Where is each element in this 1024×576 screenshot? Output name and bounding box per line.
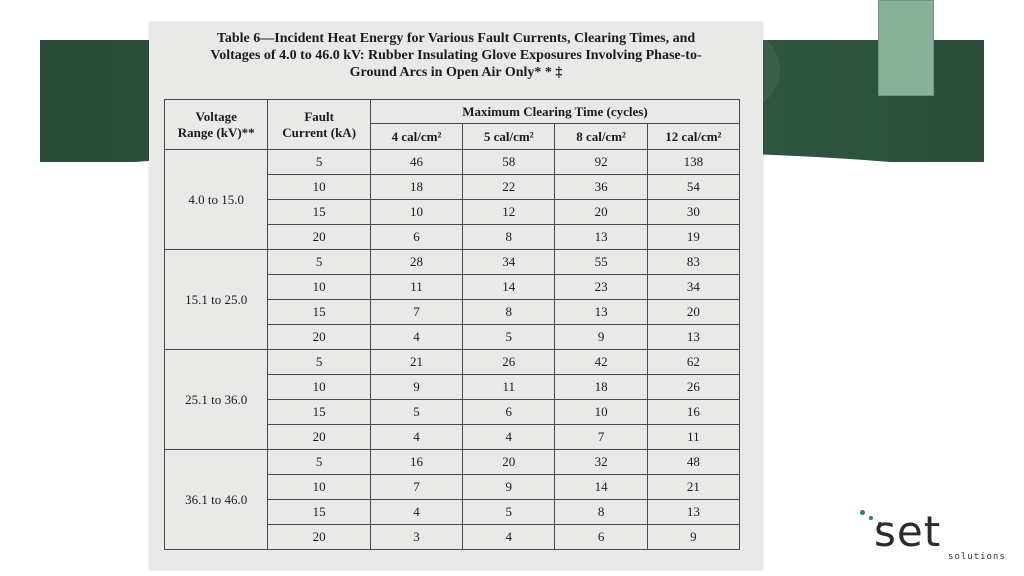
table-title-line: Voltages of 4.0 to 46.0 kV: Rubber Insulating Glove Exposures Involving Phase-to- [210, 48, 702, 63]
heat-value-cell: 9 [370, 375, 462, 400]
heat-value-cell: 58 [463, 150, 555, 175]
heat-value-cell: 13 [555, 300, 647, 325]
heat-value-cell: 28 [370, 250, 462, 275]
voltage-range-cell: 4.0 to 15.0 [165, 150, 268, 250]
heat-value-cell: 4 [463, 425, 555, 450]
logo-dot [860, 510, 865, 515]
heat-value-cell: 6 [463, 400, 555, 425]
fault-current-cell: 20 [268, 525, 370, 550]
heat-value-cell: 5 [370, 400, 462, 425]
header-fault-current [268, 100, 370, 150]
table-row [165, 450, 740, 475]
header-voltage-line1: Voltage [195, 108, 237, 124]
heat-value-cell: 9 [647, 525, 739, 550]
voltage-range-cell: 15.1 to 25.0 [165, 250, 268, 350]
heat-value-cell: 7 [370, 300, 462, 325]
heat-value-cell: 20 [555, 200, 647, 225]
heat-value-cell: 21 [647, 475, 739, 500]
heat-value-cell: 30 [647, 200, 739, 225]
fault-current-cell: 5 [268, 350, 370, 375]
heat-value-cell: 62 [647, 350, 739, 375]
heat-value-cell: 8 [463, 225, 555, 250]
heat-value-cell: 22 [463, 175, 555, 200]
heat-value-cell: 14 [555, 475, 647, 500]
fault-current-cell: 5 [268, 150, 370, 175]
heat-value-cell: 4 [463, 525, 555, 550]
heat-value-cell: 4 [370, 325, 462, 350]
heat-value-cell: 32 [555, 450, 647, 475]
table-row [165, 250, 740, 275]
heat-value-cell: 4 [370, 425, 462, 450]
heat-value-cell: 34 [463, 250, 555, 275]
heat-value-cell: 46 [370, 150, 462, 175]
header-col-8cal: 8 cal/cm² [555, 124, 647, 150]
heat-value-cell: 11 [463, 375, 555, 400]
table-body [165, 150, 740, 550]
heat-value-cell: 42 [555, 350, 647, 375]
header-col-4cal: 4 cal/cm² [370, 124, 462, 150]
heat-value-cell: 55 [555, 250, 647, 275]
document-image [149, 22, 763, 570]
voltage-range-cell: 36.1 to 46.0 [165, 450, 268, 550]
heat-value-cell: 11 [647, 425, 739, 450]
table-title-line: Ground Arcs in Open Air Only* * ‡ [349, 65, 563, 80]
heat-value-cell: 8 [555, 500, 647, 525]
fault-current-cell: 5 [268, 450, 370, 475]
heat-value-cell: 20 [463, 450, 555, 475]
table-title-line: Table 6—Incident Heat Energy for Various Fault Currents, Clearing Times, and [216, 31, 696, 46]
heat-value-cell: 13 [647, 325, 739, 350]
header-fault-line2: Current (kA) [282, 124, 357, 140]
heat-value-cell: 11 [370, 275, 462, 300]
fault-current-cell: 20 [268, 425, 370, 450]
incident-heat-table [164, 99, 740, 550]
heat-value-cell: 26 [647, 375, 739, 400]
header-voltage-line2: Range (kV)** [177, 124, 255, 140]
heat-value-cell: 20 [647, 300, 739, 325]
heat-value-cell: 19 [647, 225, 739, 250]
heat-value-cell: 12 [463, 200, 555, 225]
table-row [165, 150, 740, 175]
heat-value-cell: 6 [555, 525, 647, 550]
heat-value-cell: 13 [555, 225, 647, 250]
voltage-range-cell: 25.1 to 36.0 [165, 350, 268, 450]
table-row [165, 350, 740, 375]
heat-value-cell: 18 [370, 175, 462, 200]
heat-value-cell: 9 [463, 475, 555, 500]
accent-rectangle [878, 0, 934, 96]
fault-current-cell: 15 [268, 400, 370, 425]
table-title [149, 30, 763, 81]
fault-current-cell: 5 [268, 250, 370, 275]
logo-subtitle: solutions [948, 552, 1006, 562]
fault-current-cell: 15 [268, 300, 370, 325]
logo-dot [869, 516, 873, 520]
heat-value-cell: 13 [647, 500, 739, 525]
heat-value-cell: 7 [555, 425, 647, 450]
heat-value-cell: 5 [463, 500, 555, 525]
heat-value-cell: 3 [370, 525, 462, 550]
heat-value-cell: 26 [463, 350, 555, 375]
heat-value-cell: 36 [555, 175, 647, 200]
header-fault-line1: Fault [304, 108, 334, 124]
heat-value-cell: 6 [370, 225, 462, 250]
set-solutions-logo [852, 500, 1006, 570]
heat-value-cell: 4 [370, 500, 462, 525]
heat-value-cell: 16 [647, 400, 739, 425]
heat-value-cell: 21 [370, 350, 462, 375]
fault-current-cell: 20 [268, 225, 370, 250]
header-voltage-range [165, 100, 268, 150]
heat-value-cell: 9 [555, 325, 647, 350]
header-col-5cal: 5 cal/cm² [463, 124, 555, 150]
heat-value-cell: 10 [555, 400, 647, 425]
heat-value-cell: 138 [647, 150, 739, 175]
heat-value-cell: 16 [370, 450, 462, 475]
fault-current-cell: 15 [268, 200, 370, 225]
heat-value-cell: 18 [555, 375, 647, 400]
heat-value-cell: 14 [463, 275, 555, 300]
heat-value-cell: 83 [647, 250, 739, 275]
fault-current-cell: 20 [268, 325, 370, 350]
heat-value-cell: 48 [647, 450, 739, 475]
fault-current-cell: 10 [268, 375, 370, 400]
fault-current-cell: 10 [268, 475, 370, 500]
heat-value-cell: 7 [370, 475, 462, 500]
heat-value-cell: 23 [555, 275, 647, 300]
fault-current-cell: 10 [268, 275, 370, 300]
header-col-12cal: 12 cal/cm² [647, 124, 739, 150]
logo-wordmark: set [874, 507, 942, 556]
heat-value-cell: 34 [647, 275, 739, 300]
heat-value-cell: 8 [463, 300, 555, 325]
heat-value-cell: 92 [555, 150, 647, 175]
fault-current-cell: 15 [268, 500, 370, 525]
heat-value-cell: 10 [370, 200, 462, 225]
fault-current-cell: 10 [268, 175, 370, 200]
heat-value-cell: 5 [463, 325, 555, 350]
header-max-clearing: Maximum Clearing Time (cycles) [370, 100, 739, 124]
heat-value-cell: 54 [647, 175, 739, 200]
